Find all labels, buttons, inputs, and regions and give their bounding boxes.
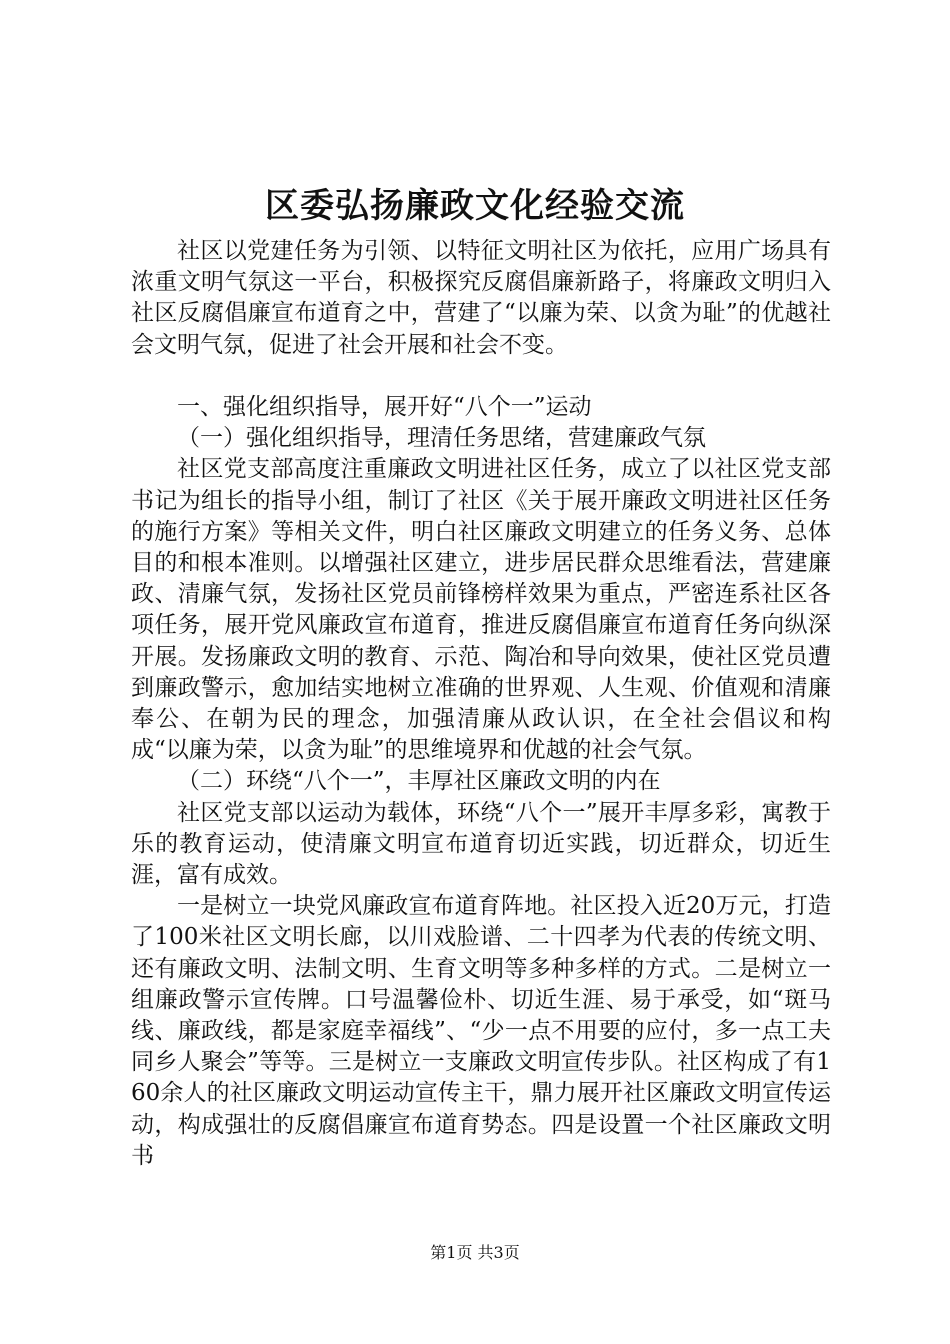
- section-heading-1: 一、强化组织指导，展开好“八个一”运动: [177, 394, 592, 420]
- paragraph-activities: 社区党支部以运动为载体，环绕“八个一”展开丰厚多彩，寓教于乐的教育运动，使清廉文明宣布道育切近实践，切近群众，切近生涯，富有成效。: [131, 799, 831, 889]
- page-footer: 第1页 共3页: [430, 1243, 520, 1262]
- paragraph-organization: 社区党支部高度注重廉政文明进社区任务，成立了以社区党支部书记为组长的指导小组，制订了社区《关于展开廉政文明进社区任务的施行方案》等相关文件，明白社区廉政文明建立的任务义务、总体目的和根本准则。以增强社区建立，进步居民群众思维看法，营建廉政、清廉气氛，发扬社区党员前锋榜样效果为重点，严密连系社区各项任务，展开党风廉政宣布道育，推进反腐倡廉宣布道育任务向纵深开展。发扬廉政文明的教育、示范、陶冶和导向效果，使社区党员遭到廉政警示，愈加结实地树立准确的世界观、人生观、价值观和清廉奉公、在朝为民的理念，加强清廉从政认识，在全社会倡议和构成“以廉为荣，以贪为耻”的思维境界和优越的社会气氛。: [131, 456, 831, 764]
- paragraph-intro: 社区以党建任务为引领、以特征文明社区为依托，应用广场具有浓重文明气氛这一平台，积极探究反腐倡廉新路子，将廉政文明归入社区反腐倡廉宣布道育之中，营建了“以廉为荣、以贪为耻”的优越社会文明气氛，促进了社会开展和社会不变。: [131, 238, 831, 358]
- document-body: [131, 236, 831, 1172]
- subsection-heading-1: （一）强化组织指导，理清任务思绪，营建廉政气氛: [177, 425, 706, 452]
- subsection-heading-2: （二）环绕“八个一”，丰厚社区廉政文明的内在: [177, 768, 661, 795]
- document-title: 区委弘扬廉政文化经验交流: [265, 186, 685, 226]
- paragraph-eight-items: 一是树立一块党风廉政宣布道育阵地。社区投入近20万元，打造了100米社区文明长廊，以川戏脸谱、二十四孝为代表的传统文明、还有廉政文明、法制文明、生育文明等多种多样的方式。二是树立一组廉政警示宣传牌。口号温馨俭朴、切近生涯、易于承受，如“斑马线、廉政线，都是家庭幸福线”、“少一点不用要的应付，多一点工夫同乡人聚会”等等。三是树立一支廉政文明宣传步队。社区构成了有160余人的社区廉政文明运动宣传主干，鼎力展开社区廉政文明宣传运动，构成强壮的反腐倡廉宣布道育势态。四是设置一个社区廉政文明书: [131, 893, 831, 1169]
